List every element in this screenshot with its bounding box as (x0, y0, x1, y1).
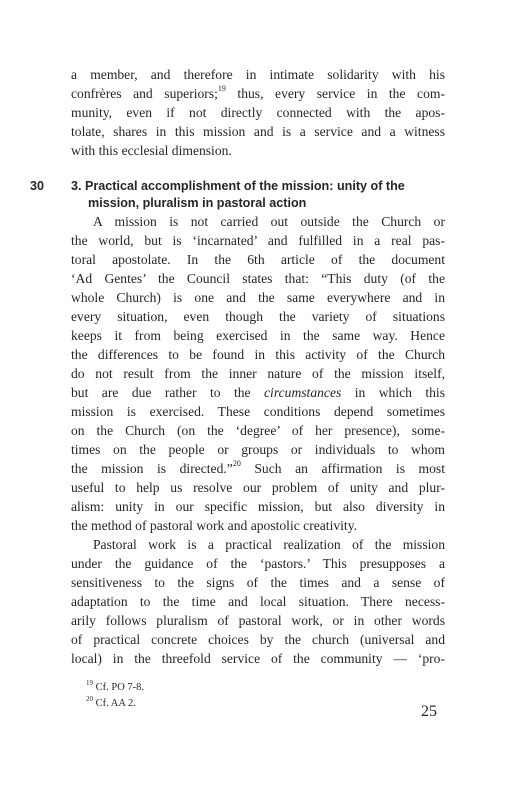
text-line: Pastoral work is a practical realization of the mission (93, 537, 445, 552)
italic-word: circumstances (264, 385, 342, 400)
text-line: confrères and superiors;$^{19}$ thus, every service in the com- (71, 84, 445, 101)
text-line: under the guidance of the ‘pastors.’ This presupposes a (71, 556, 445, 571)
text-line: munity, even if not directly connected with the apos- (71, 105, 445, 120)
text-line: sensitiveness to the signs of the times and a sense of (71, 575, 445, 590)
section-heading-line-1: 3. Practical accomplishment of the mission: unity of the (71, 179, 405, 193)
section-heading-line-2: mission, pluralism in pastoral action (88, 196, 307, 210)
text-line: adaptation to the time and local situation. There necess- (71, 594, 445, 609)
text-line: arily follows pluralism of pastoral work, or in other words (71, 613, 445, 628)
text-line: the mission is directed.”$^{20}$ Such an affirmation is most (71, 459, 445, 476)
text-line: a member, and therefore in intimate solidarity with his (71, 67, 445, 82)
text-line: the differences to be found in this activity of the Church (71, 347, 445, 362)
text-line: every situation, even though the variety of situations (71, 309, 445, 324)
text-line: but are due rather to the circumstances in which this (71, 385, 445, 400)
text-line: local) in the threefold service of the community — ‘pro- (71, 651, 445, 666)
text-line: the world, but is ‘incarnated’ and fulfilled in a real pas- (71, 233, 445, 248)
text-line: on the Church (on the ‘degree’ of her presence), some- (71, 423, 445, 438)
text-line: the method of pastoral work and apostolic creativity. (71, 518, 358, 533)
footnote-20: $^{20}$ Cf. AA 2. (86, 694, 136, 709)
text-line: ‘Ad Gentes’ the Council states that: “This duty (of the (71, 271, 445, 286)
text-line: tolate, shares in this mission and is a service and a witness (71, 124, 445, 139)
footnote-ref: 19 (217, 84, 226, 94)
footnote-ref: 20 (232, 459, 241, 469)
text-line: with this ecclesial dimension. (71, 143, 232, 158)
margin-paragraph-number: 30 (30, 179, 45, 193)
footnote-19: $^{19}$ Cf. PO 7-8. (86, 678, 145, 693)
text-line: mission is exercised. These conditions depend sometimes (71, 404, 445, 419)
text-line: A mission is not carried out outside the Church or (93, 214, 445, 229)
text-line: toral apostolate. In the 6th article of the document (71, 252, 445, 267)
text-line: keeps it from being exercised in the same way. Hence (71, 328, 445, 343)
text-line: useful to help us resolve our problem of unity and plur- (71, 480, 445, 495)
text-line: alism: unity in our specific mission, but also diversity in (71, 499, 445, 514)
text-line: whole Church) is one and the same everywhere and in (71, 290, 445, 305)
text-line: do not result from the inner nature of the mission itself, (71, 366, 445, 381)
text-line: of practical concrete choices by the church (universal and (71, 632, 445, 647)
text-line: times on the people or groups or individuals to whom (71, 442, 445, 457)
page-number: 25 (421, 703, 437, 720)
